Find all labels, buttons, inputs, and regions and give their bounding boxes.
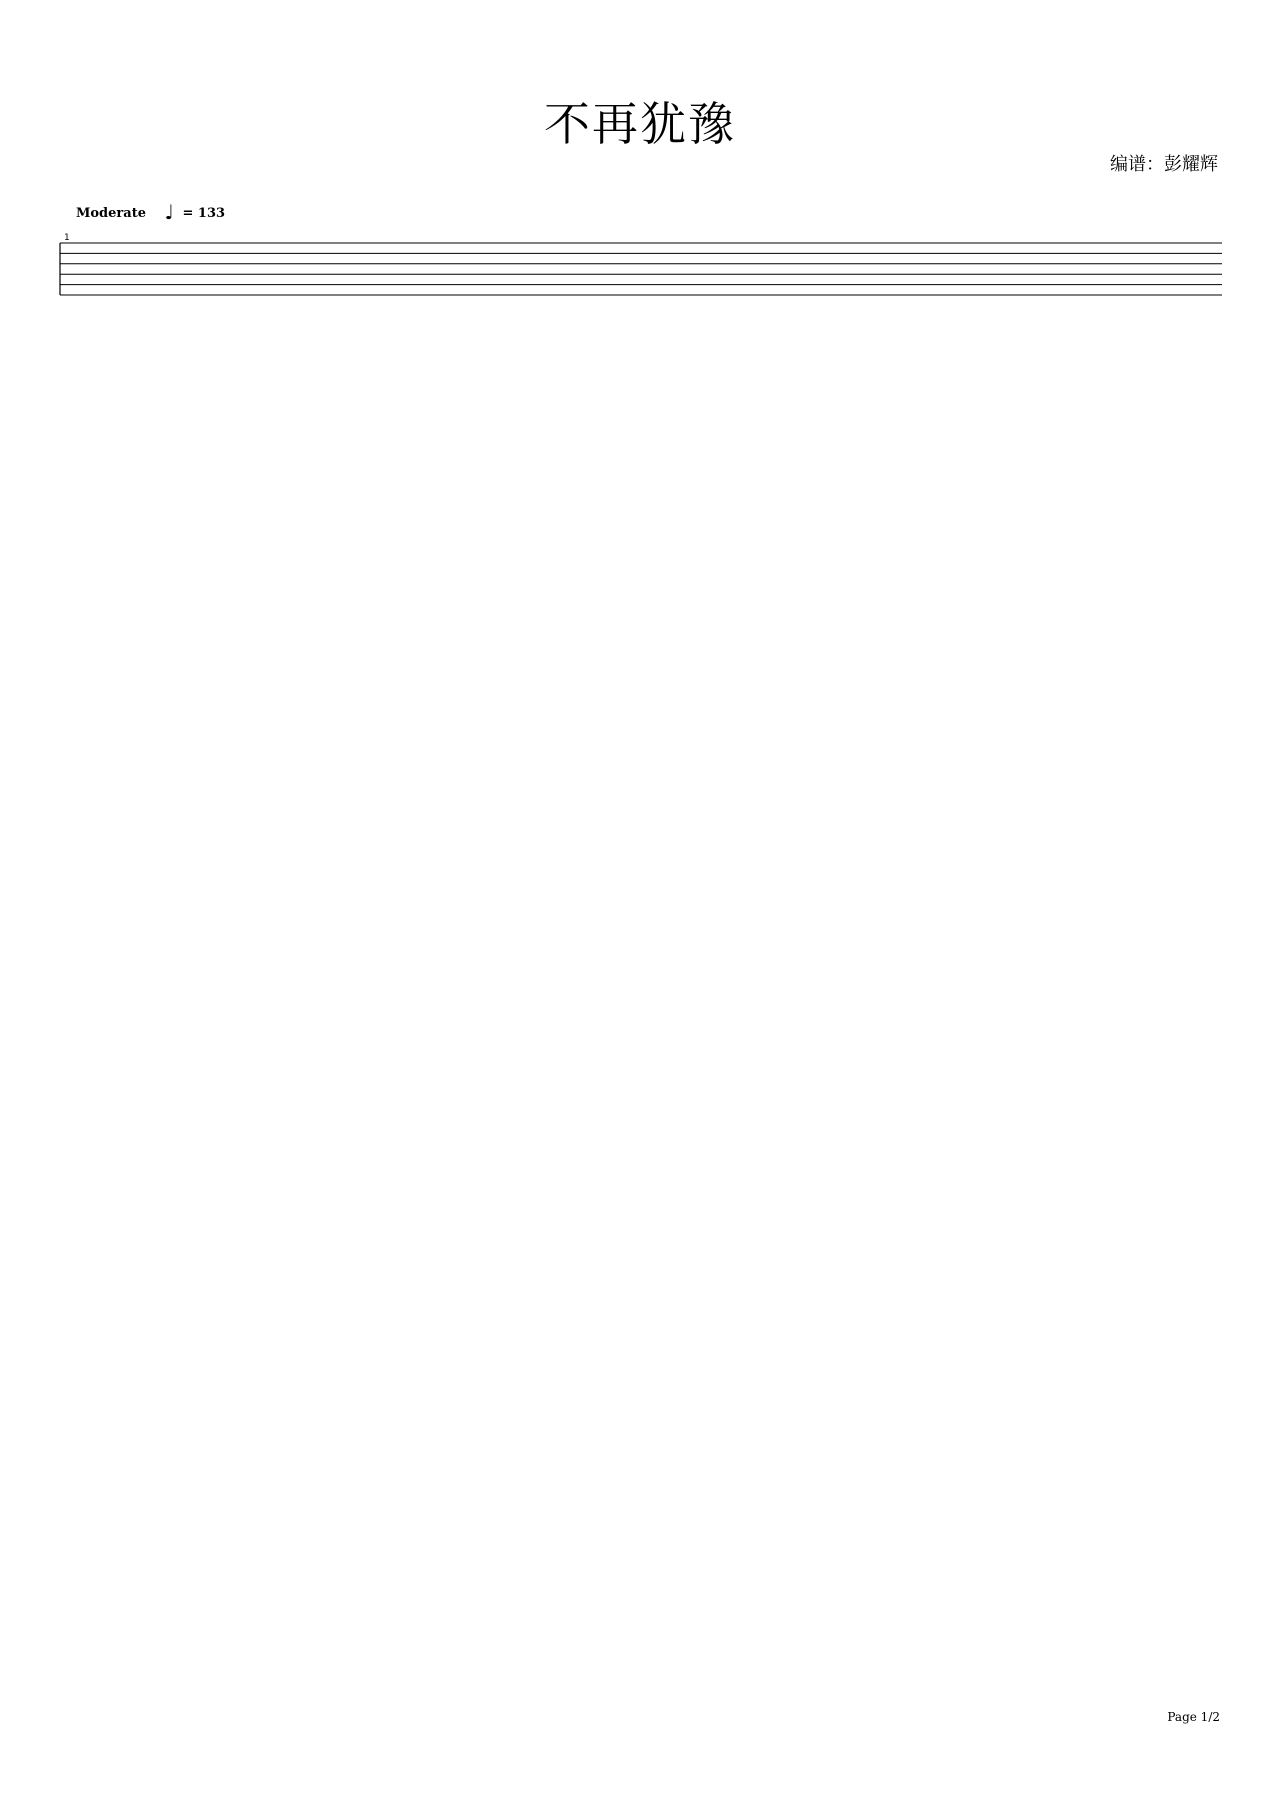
tab-system xyxy=(60,233,1222,295)
tempo-value: = 133 xyxy=(182,206,226,221)
page-number: Page 1/2 xyxy=(1167,1710,1220,1724)
arranger-credit: 编谱：彭耀辉 xyxy=(1110,154,1218,175)
measure-number: 1 xyxy=(64,233,70,243)
quarter-note-icon: ♩ xyxy=(164,200,174,224)
song-title: 不再犹豫 xyxy=(544,97,736,151)
tempo-label: Moderate xyxy=(76,206,146,221)
